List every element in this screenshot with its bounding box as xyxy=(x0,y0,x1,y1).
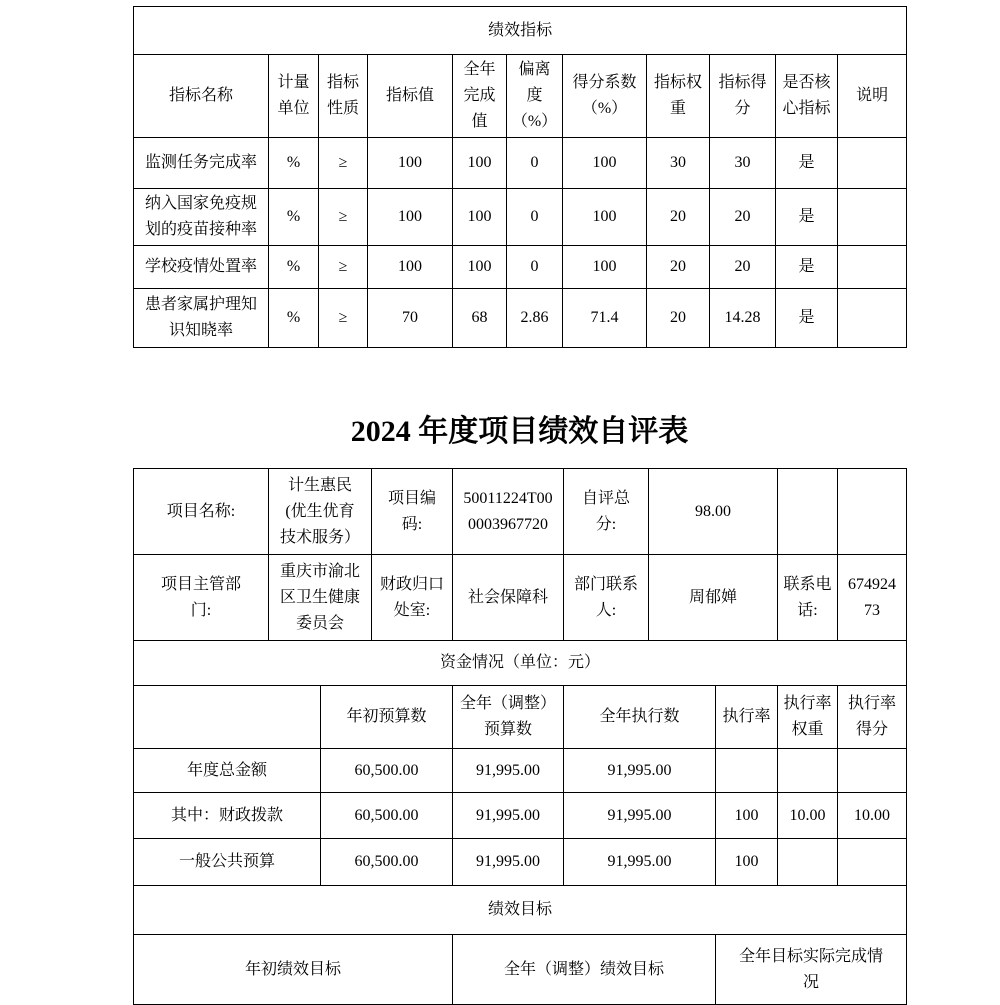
project-code-label-text: 项目编码: xyxy=(387,489,436,533)
goal-header-actual-completion-text: 全年目标实际完成情况 xyxy=(738,947,883,991)
table-cell: 20 xyxy=(710,189,776,246)
table-cell: 一般公共预算 xyxy=(134,839,321,886)
goal-header-actual-completion xyxy=(716,935,907,1005)
table-cell: % xyxy=(269,189,319,246)
table-row xyxy=(134,246,907,289)
table-cell: 0 xyxy=(507,138,563,189)
table-row xyxy=(134,935,907,1005)
table-row xyxy=(134,7,907,55)
funding-header-execution-rate: 执行率 xyxy=(716,686,778,749)
table-cell: 100 xyxy=(563,189,647,246)
table-cell: 71.4 xyxy=(563,289,647,348)
table-cell: 2.86 xyxy=(507,289,563,348)
finance-office-label-text: 财政归口处室: xyxy=(379,575,444,619)
table-row xyxy=(134,138,907,189)
contact-phone-value xyxy=(838,555,907,641)
funding-header-blank xyxy=(134,686,321,749)
goal-header-initial: 年初绩效目标 xyxy=(134,935,453,1005)
table-cell: 20 xyxy=(647,189,710,246)
table-cell: 91,995.00 xyxy=(453,793,564,839)
table-cell: % xyxy=(269,246,319,289)
funding-header-annual-execution: 全年执行数 xyxy=(564,686,716,749)
table-cell: 100 xyxy=(368,189,453,246)
funding-header-adjusted-budget: 全年（调整）预算数 xyxy=(453,686,564,749)
supervising-department-value: 重庆市渝北区卫生健康委员会 xyxy=(269,555,372,641)
table-cell: 91,995.00 xyxy=(453,839,564,886)
table-cell xyxy=(838,839,907,886)
funding-section-title: 资金情况（单位：元） xyxy=(134,641,907,686)
performance-indicators-table xyxy=(133,6,907,348)
table-cell: 患者家属护理知识知晓率 xyxy=(134,289,269,348)
table-cell: 10.00 xyxy=(778,793,838,839)
table-row xyxy=(134,189,907,246)
table-cell: 70 xyxy=(368,289,453,348)
supervising-department-label-text: 项目主管部门: xyxy=(160,575,241,619)
column-header-indicator-value: 指标值 xyxy=(368,55,453,138)
department-contact-label: 部门联系人: xyxy=(564,555,649,641)
funding-header-execution-rate-score: 执行率得分 xyxy=(838,686,907,749)
table-cell: 其中：财政拨款 xyxy=(134,793,321,839)
table-cell: 是 xyxy=(776,189,838,246)
table-cell: 30 xyxy=(647,138,710,189)
self-score-value: 98.00 xyxy=(649,469,778,555)
table-cell: 20 xyxy=(710,246,776,289)
column-header-indicator-weight: 指标权重 xyxy=(647,55,710,138)
table-cell: % xyxy=(269,138,319,189)
column-header-indicator-nature: 指标性质 xyxy=(319,55,368,138)
table-cell xyxy=(716,749,778,793)
table-cell: ≥ xyxy=(319,189,368,246)
table-cell: 100 xyxy=(716,793,778,839)
table-cell: 91,995.00 xyxy=(564,749,716,793)
table-cell: 60,500.00 xyxy=(321,749,453,793)
project-code-label xyxy=(372,469,453,555)
funding-header-initial-budget: 年初预算数 xyxy=(321,686,453,749)
department-contact-value: 周郁婵 xyxy=(649,555,778,641)
table-cell: ≥ xyxy=(319,138,368,189)
table-cell: 监测任务完成率 xyxy=(134,138,269,189)
table-row xyxy=(134,469,907,555)
table-cell: 100 xyxy=(453,138,507,189)
table-cell: % xyxy=(269,289,319,348)
page-title: 2024 年度项目绩效自评表 xyxy=(350,415,689,448)
table-row xyxy=(134,839,907,886)
table-row xyxy=(134,555,907,641)
table-cell: 100 xyxy=(563,138,647,189)
table-cell: 60,500.00 xyxy=(321,839,453,886)
table-cell: 68 xyxy=(453,289,507,348)
table-row xyxy=(134,641,907,686)
project-code-value xyxy=(453,469,564,555)
column-header-unit: 计量单位 xyxy=(269,55,319,138)
table-cell: 100 xyxy=(368,246,453,289)
table-cell: ≥ xyxy=(319,289,368,348)
project-self-evaluation-table xyxy=(133,468,907,1005)
table-cell xyxy=(838,138,907,189)
table-cell: 91,995.00 xyxy=(564,839,716,886)
table-cell xyxy=(838,189,907,246)
project-name-label: 项目名称: xyxy=(134,469,269,555)
table-row xyxy=(134,686,907,749)
document-sheet xyxy=(133,6,906,1005)
table-cell: 年度总金额 xyxy=(134,749,321,793)
goal-header-adjusted: 全年（调整）绩效目标 xyxy=(453,935,716,1005)
goal-section-title: 绩效目标 xyxy=(134,886,907,935)
table-row xyxy=(134,749,907,793)
table-cell: 纳入国家免疫规划的疫苗接种率 xyxy=(134,189,269,246)
table-cell xyxy=(838,246,907,289)
column-header-score-coefficient: 得分系数（%） xyxy=(563,55,647,138)
column-header-remark: 说明 xyxy=(838,55,907,138)
project-code-text: 50011224T000003967720 xyxy=(463,489,553,533)
table-cell: 是 xyxy=(776,246,838,289)
table-cell: 20 xyxy=(647,246,710,289)
table-row xyxy=(134,55,907,138)
table-cell: 91,995.00 xyxy=(453,749,564,793)
column-header-indicator-name: 指标名称 xyxy=(134,55,269,138)
table-cell: 是 xyxy=(776,289,838,348)
table-cell: 100 xyxy=(368,138,453,189)
column-header-deviation: 偏离度（%） xyxy=(507,55,563,138)
table-cell xyxy=(778,839,838,886)
table-cell xyxy=(778,749,838,793)
table-cell: 10.00 xyxy=(838,793,907,839)
table-cell: 100 xyxy=(453,246,507,289)
table-cell: 100 xyxy=(563,246,647,289)
column-header-core-indicator: 是否核心指标 xyxy=(776,55,838,138)
project-name-text: 计生惠民(优生优育技术服务） xyxy=(280,476,361,546)
table-row xyxy=(134,793,907,839)
table-cell: 20 xyxy=(647,289,710,348)
table-cell: 60,500.00 xyxy=(321,793,453,839)
table-cell xyxy=(838,469,907,555)
supervising-department-label xyxy=(134,555,269,641)
table-cell: 91,995.00 xyxy=(564,793,716,839)
table-cell xyxy=(778,469,838,555)
table-cell: 14.28 xyxy=(710,289,776,348)
table-row xyxy=(134,289,907,348)
self-score-label xyxy=(564,469,649,555)
table-cell xyxy=(838,749,907,793)
contact-phone-label: 联系电话: xyxy=(778,555,838,641)
contact-phone-text: 67492473 xyxy=(848,575,896,619)
project-name-value xyxy=(269,469,372,555)
self-score-label-text: 自评总分: xyxy=(581,489,630,533)
table-cell: ≥ xyxy=(319,246,368,289)
table-cell: 0 xyxy=(507,189,563,246)
table-cell: 学校疫情处置率 xyxy=(134,246,269,289)
table-cell: 30 xyxy=(710,138,776,189)
table-cell: 100 xyxy=(716,839,778,886)
table-row xyxy=(134,886,907,935)
table-cell: 100 xyxy=(453,189,507,246)
table-cell: 是 xyxy=(776,138,838,189)
column-header-annual-completion: 全年完成值 xyxy=(453,55,507,138)
table-cell: 0 xyxy=(507,246,563,289)
finance-office-value: 社会保障科 xyxy=(453,555,564,641)
indicators-section-title: 绩效指标 xyxy=(134,7,907,55)
column-header-indicator-score: 指标得分 xyxy=(710,55,776,138)
table-cell xyxy=(838,289,907,348)
finance-office-label xyxy=(372,555,453,641)
funding-header-execution-rate-weight: 执行率权重 xyxy=(778,686,838,749)
